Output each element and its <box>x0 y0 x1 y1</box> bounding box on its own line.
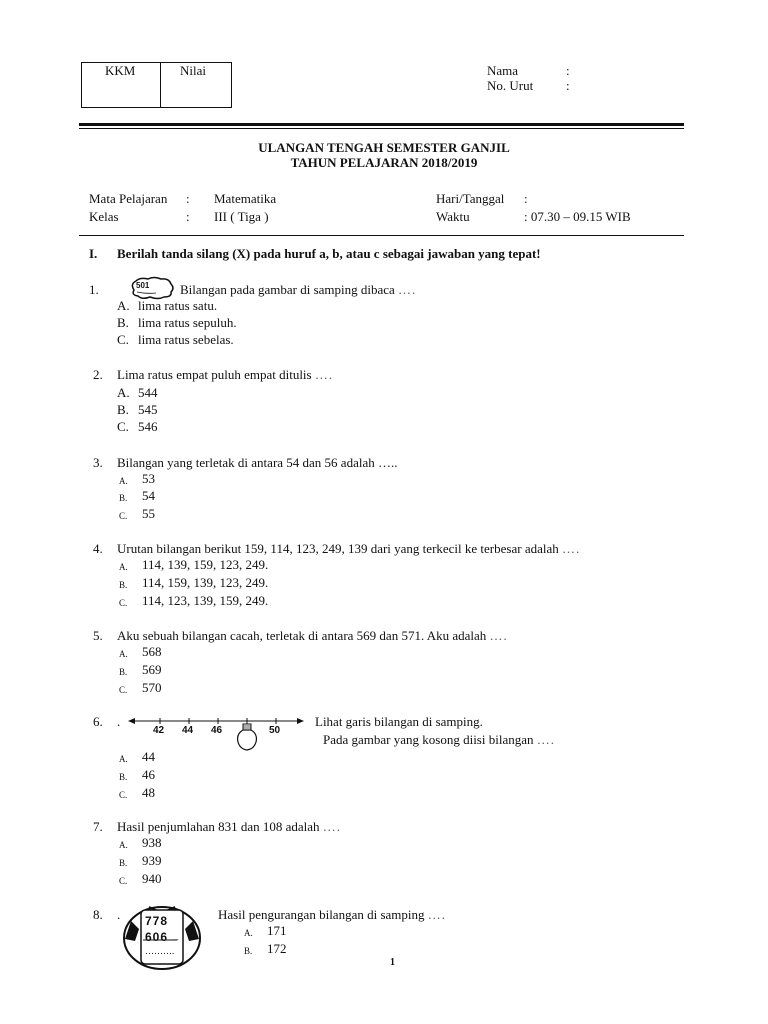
q5-dots: …. <box>489 628 508 643</box>
q6-tick-42: 42 <box>153 725 165 736</box>
q3-text <box>117 455 397 471</box>
q1-question: Bilangan pada gambar di samping dibaca <box>180 282 395 297</box>
page-number: 1 <box>390 957 395 968</box>
q3-number: 3. <box>93 455 103 470</box>
q3-option-c-text: 55 <box>142 506 155 521</box>
nama-label: Nama <box>487 63 519 78</box>
q8-dots: …. <box>427 907 447 922</box>
q2-option-a-letter: A. <box>117 385 130 400</box>
q7-option-a-text: 938 <box>142 835 162 850</box>
waktu-label: Waktu <box>436 209 470 224</box>
kkm-label: KKM <box>105 63 136 78</box>
q2-text <box>117 367 333 383</box>
header-rule-thin <box>79 128 684 129</box>
q8-text <box>218 907 446 923</box>
q6-lead: . <box>117 714 121 729</box>
q7-option-b-text: 939 <box>142 853 162 868</box>
q2-option-b-letter: B. <box>117 402 129 417</box>
kelas-label: Kelas <box>89 209 119 224</box>
q7-number: 7. <box>93 819 103 834</box>
q8-lead: . <box>117 907 121 922</box>
q7-text <box>117 819 341 835</box>
q6-tick-46: 46 <box>211 725 223 736</box>
q1-option-c-letter: C. <box>117 332 129 347</box>
q7-dots: …. <box>322 819 342 834</box>
q5-option-b-text: 569 <box>142 662 162 677</box>
q3-option-c-letter: C. <box>119 511 128 521</box>
q5-option-a-letter: A. <box>119 649 128 659</box>
q8-option-b-letter: B. <box>244 946 253 956</box>
q3-question: Bilangan yang terletak di antara 54 dan 56 adalah <box>117 455 375 470</box>
q8-bottom-number: 606 <box>145 930 169 944</box>
q7-option-c-letter: C. <box>119 876 128 886</box>
q4-option-c-letter: C. <box>119 598 128 608</box>
q1-option-b-letter: B. <box>117 315 129 330</box>
q8-option-b-text: 172 <box>267 941 287 956</box>
q3-option-b-letter: B. <box>119 493 128 503</box>
q7-option-b-letter: B. <box>119 858 128 868</box>
q2-number: 2. <box>93 367 103 382</box>
q8-top-number: 778 <box>145 914 169 928</box>
lightbulb-icon <box>238 724 257 750</box>
mapel-label: Mata Pelajaran <box>89 191 168 206</box>
q8-blank-answer: ………. <box>145 946 175 956</box>
kelas-colon: : <box>186 209 190 224</box>
q4-dots: …. <box>562 541 581 556</box>
q6-option-a-text: 44 <box>142 749 155 764</box>
q2-option-a-text: 544 <box>138 385 158 400</box>
q2-option-c-letter: C. <box>117 419 129 434</box>
q3-option-a-text: 53 <box>142 471 155 486</box>
q4-option-b-letter: B. <box>119 580 128 590</box>
q4-option-c-text: 114, 123, 139, 159, 249. <box>142 593 269 608</box>
q5-option-c-text: 570 <box>142 680 162 695</box>
q6-text2 <box>323 732 555 748</box>
q2-option-c-text: 546 <box>138 419 158 434</box>
hari-colon: : <box>524 191 528 206</box>
q1-option-c-text: lima ratus sebelas. <box>138 332 234 347</box>
nilai-label: Nilai <box>180 63 206 78</box>
header-rule-thick <box>79 123 684 126</box>
q6-option-b-text: 46 <box>142 767 155 782</box>
mapel-value: Matematika <box>214 191 277 206</box>
q2-option-b-text: 545 <box>138 402 158 417</box>
no-urut-colon: : <box>566 78 570 93</box>
q6-option-c-letter: C. <box>119 790 128 800</box>
q3-option-a-letter: A. <box>119 476 128 486</box>
q1-option-a-text: lima ratus satu. <box>138 298 218 313</box>
q4-option-a-letter: A. <box>119 562 128 572</box>
q2-question: Lima ratus empat puluh empat ditulis <box>117 367 312 382</box>
q5-option-b-letter: B. <box>119 667 128 677</box>
q1-option-b-text: lima ratus sepuluh. <box>138 315 237 330</box>
exam-year: TAHUN PELAJARAN 2018/2019 <box>290 155 478 170</box>
section-instruction: Berilah tanda silang (X) pada huruf a, b, atau c sebagai jawaban yang tepat! <box>117 246 541 261</box>
q8-number: 8. <box>93 907 103 922</box>
mapel-colon: : <box>186 191 190 206</box>
q8-question: Hasil pengurangan bilangan di samping <box>218 907 425 922</box>
hari-label: Hari/Tanggal <box>436 191 505 206</box>
q5-number: 5. <box>93 628 103 643</box>
info-rule <box>79 235 684 236</box>
q6-tick-50: 50 <box>269 725 281 736</box>
q4-text <box>117 541 580 557</box>
q1-badge: 501 <box>136 281 150 290</box>
q1-text <box>180 282 416 298</box>
q7-option-a-letter: A. <box>119 840 128 850</box>
q3-option-b-text: 54 <box>142 488 155 503</box>
nama-colon: : <box>566 63 570 78</box>
q5-option-a-text: 568 <box>142 644 162 659</box>
q7-option-c-text: 940 <box>142 871 162 886</box>
q1-number: 1. <box>89 282 99 297</box>
q1-option-a-letter: A. <box>117 298 130 313</box>
q4-number: 4. <box>93 541 103 556</box>
section-number: I. <box>89 246 98 261</box>
q8-option-a-letter: A. <box>244 928 253 938</box>
exam-title: ULANGAN TENGAH SEMESTER GANJIL <box>258 140 510 155</box>
q6-text1: Lihat garis bilangan di samping. <box>315 714 483 729</box>
q8-minus-sign: _ <box>172 929 179 941</box>
no-urut-label: No. Urut <box>487 78 534 93</box>
q5-option-c-letter: C. <box>119 685 128 695</box>
q3-dots: ….. <box>377 455 398 470</box>
q6-question: Pada gambar yang kosong diisi bilangan <box>323 732 534 747</box>
waktu-value: : 07.30 – 09.15 WIB <box>524 209 631 224</box>
q1-dots: …. <box>398 282 417 297</box>
q5-text <box>117 628 508 644</box>
q6-tick-44: 44 <box>182 725 194 736</box>
kelas-value: III ( Tiga ) <box>214 209 269 224</box>
q6-number: 6. <box>93 714 103 729</box>
q6-option-c-text: 48 <box>142 785 155 800</box>
q6-option-a-letter: A. <box>119 754 128 764</box>
q8-option-a-text: 171 <box>267 923 287 938</box>
q2-dots: …. <box>314 367 334 382</box>
q4-option-b-text: 114, 159, 139, 123, 249. <box>142 575 269 590</box>
q6-option-b-letter: B. <box>119 772 128 782</box>
q4-question: Urutan bilangan berikut 159, 114, 123, 249, 139 dari yang terkecil ke terbesar adalah <box>117 541 559 556</box>
q4-option-a-text: 114, 139, 159, 123, 249. <box>142 557 269 572</box>
q6-dots: …. <box>536 732 555 747</box>
q5-question: Aku sebuah bilangan cacah, terletak di antara 569 dan 571. Aku adalah <box>117 628 487 643</box>
q7-question: Hasil penjumlahan 831 dan 108 adalah <box>117 819 320 834</box>
